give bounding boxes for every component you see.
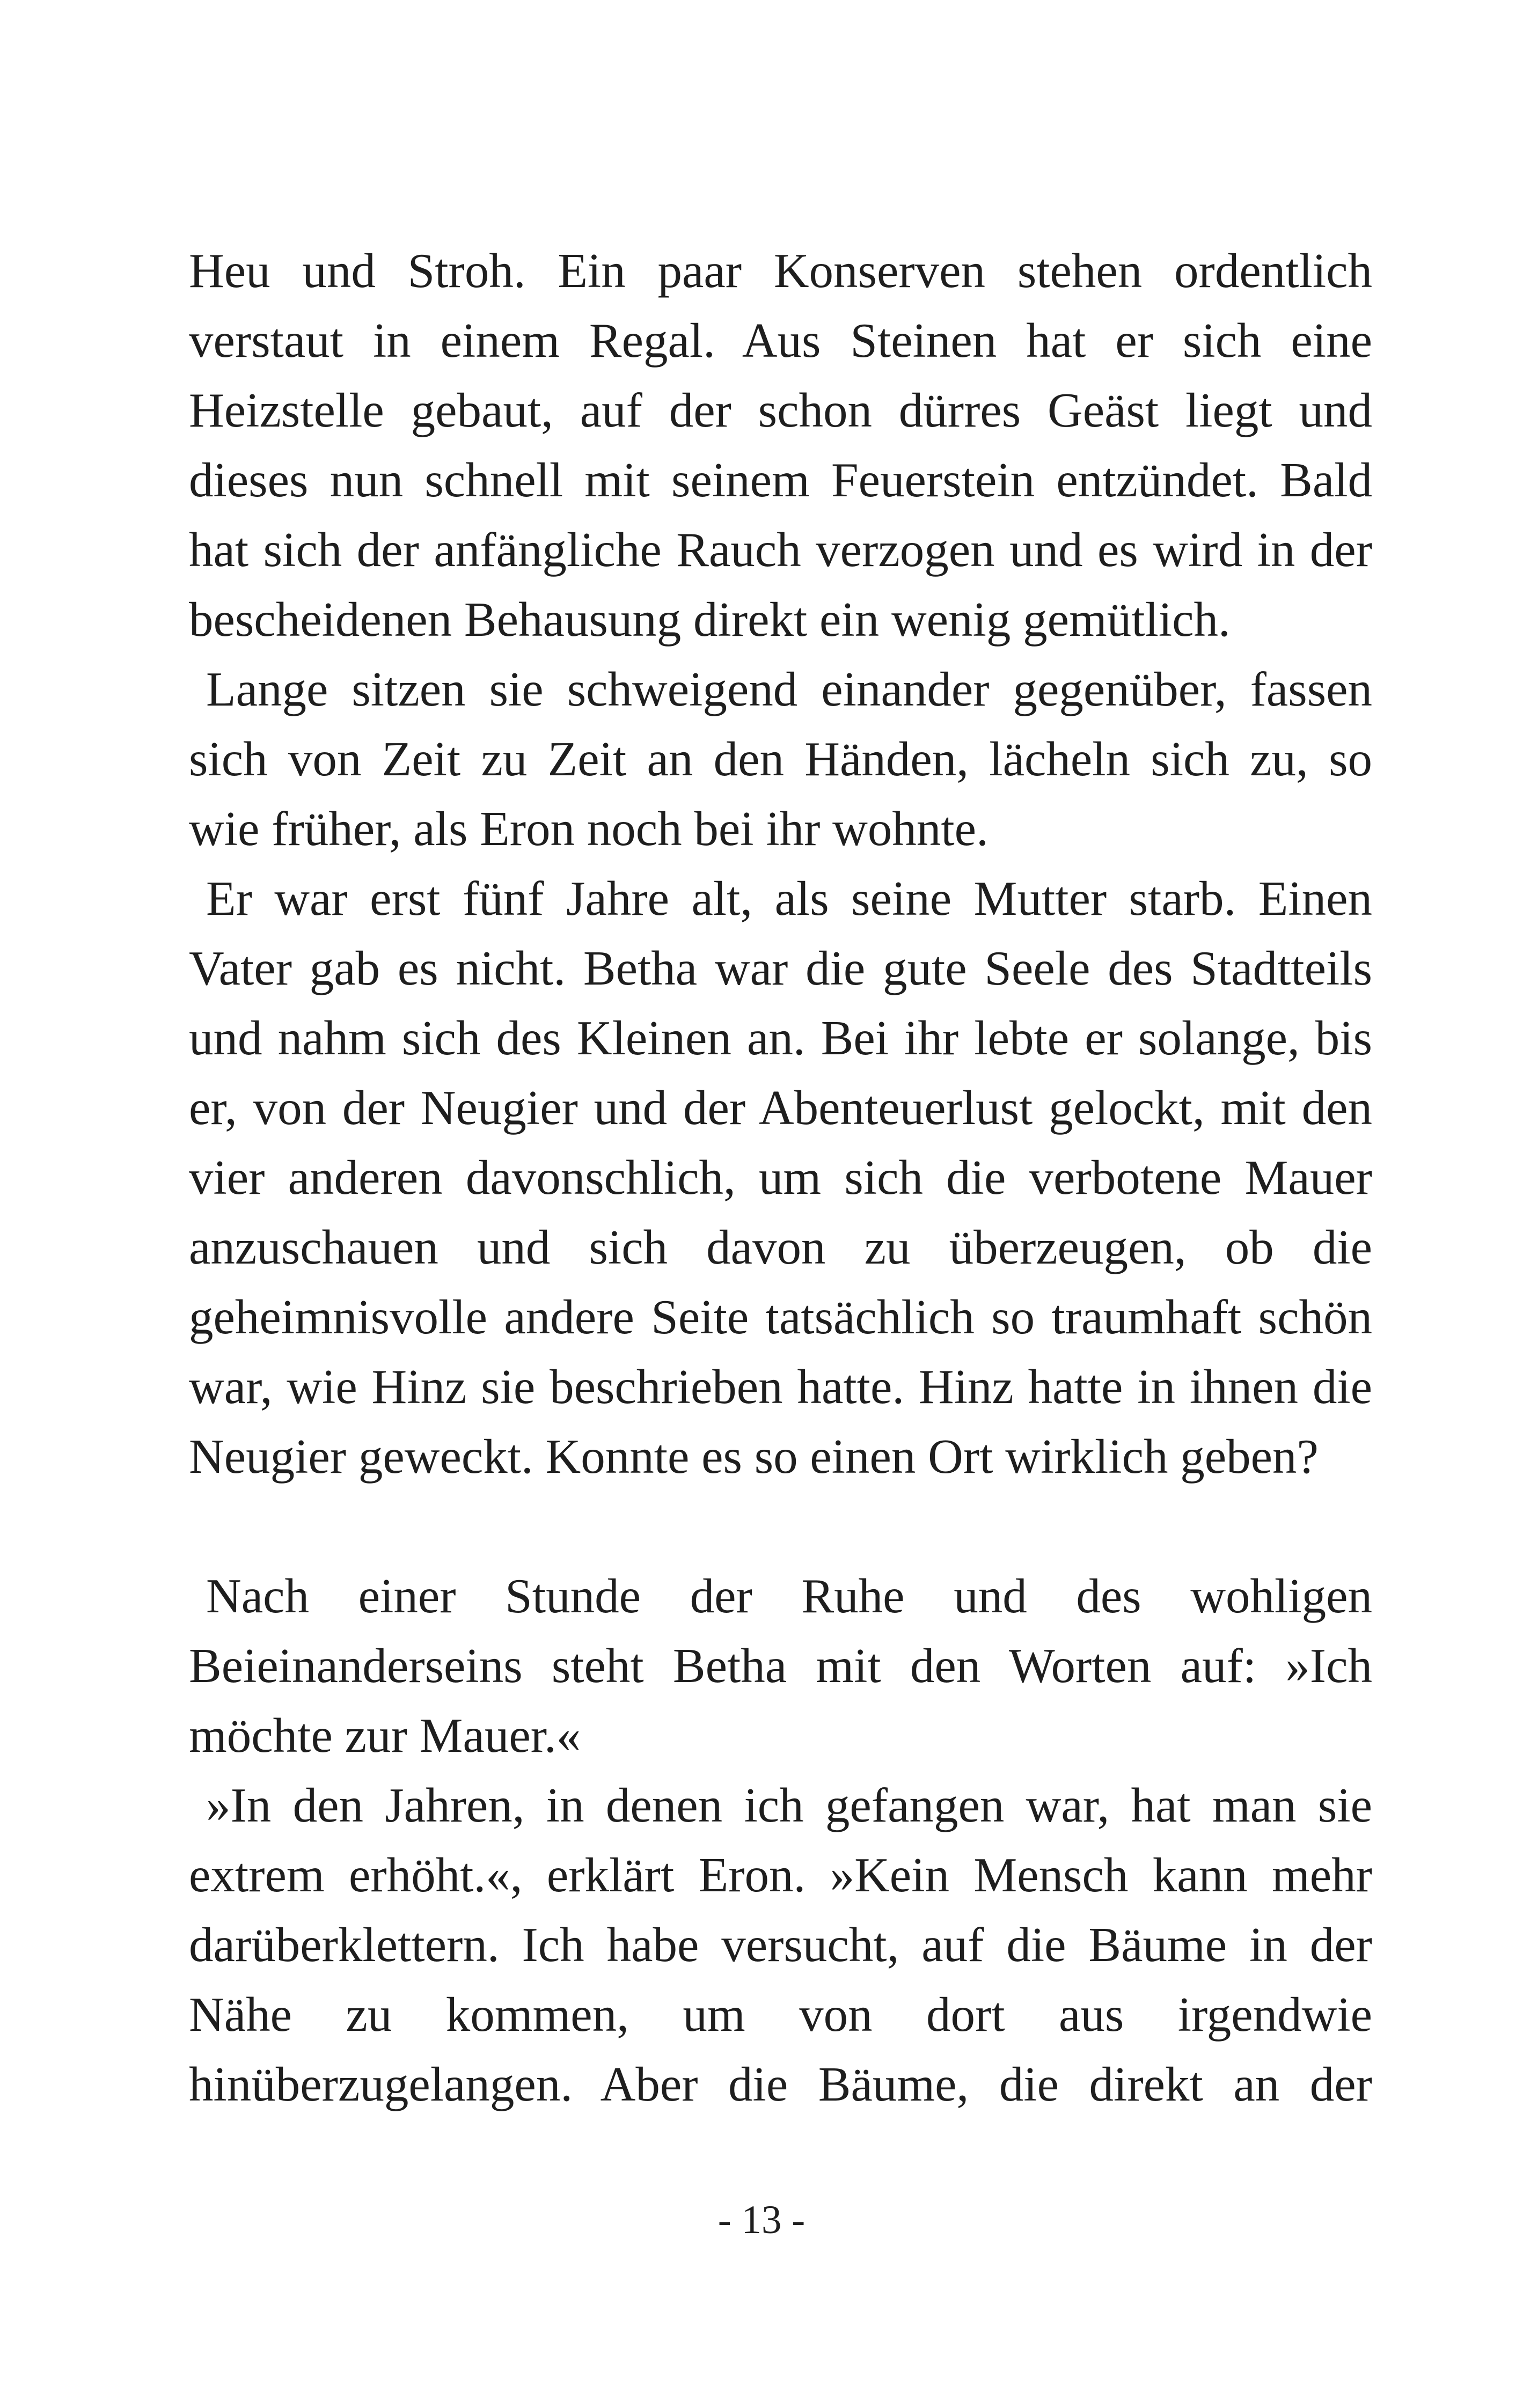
text-line: anzuschauen und sich davon zu überzeugen, ob die <box>189 1220 1372 1274</box>
paragraph-5 <box>189 1771 1372 2119</box>
section-break <box>189 1492 1372 1561</box>
text-line: Neugier geweckt. Konnte es so einen Ort wirklich geben? <box>189 1429 1319 1484</box>
page-number: - 13 - <box>717 2198 806 2242</box>
text-line: »In den Jahren, in denen ich gefangen war, hat man sie <box>206 1778 1372 1832</box>
text-line: er, von der Neugier und der Abenteuerlust gelockt, mit den <box>189 1081 1372 1135</box>
text-line: Er war erst fünf Jahre alt, als seine Mutter starb. Einen <box>206 871 1372 926</box>
text-line: verstaut in einem Regal. Aus Steinen hat er sich eine <box>189 313 1372 368</box>
text-line: möchte zur Mauer.« <box>189 1708 581 1763</box>
body-text <box>189 236 1372 2119</box>
paragraph-3 <box>189 864 1372 1492</box>
paragraph-4 <box>189 1561 1372 1771</box>
text-line: hat sich der anfängliche Rauch verzogen und es wird in der <box>189 523 1372 577</box>
text-line: Nähe zu kommen, um von dort aus irgendwie <box>189 1987 1372 2042</box>
text-line: und nahm sich des Kleinen an. Bei ihr lebte er solange, bis <box>189 1011 1372 1065</box>
text-line: geheimnisvolle andere Seite tatsächlich so traumhaft schön <box>189 1290 1372 1344</box>
text-line: hinüberzugelangen. Aber die Bäume, die direkt an der <box>189 2057 1372 2111</box>
text-line: wie früher, als Eron noch bei ihr wohnte. <box>189 802 989 856</box>
text-line: dieses nun schnell mit seinem Feuerstein entzündet. Bald <box>189 453 1372 507</box>
paragraph-2 <box>189 655 1372 864</box>
text-line: bescheidenen Behausung direkt ein wenig gemütlich. <box>189 592 1231 647</box>
text-line: war, wie Hinz sie beschrieben hatte. Hinz hatte in ihnen die <box>189 1360 1372 1414</box>
text-line: Beieinanderseins steht Betha mit den Worten auf: »Ich <box>189 1639 1372 1693</box>
text-line: vier anderen davonschlich, um sich die verbotene Mauer <box>189 1150 1372 1205</box>
text-line: Heizstelle gebaut, auf der schon dürres Geäst liegt und <box>189 383 1372 437</box>
text-line: Heu und Stroh. Ein paar Konserven stehen ordentlich <box>189 244 1372 298</box>
paragraph-1 <box>189 236 1372 655</box>
text-line: sich von Zeit zu Zeit an den Händen, lächeln sich zu, so <box>189 732 1372 786</box>
text-line: Lange sitzen sie schweigend einander gegenüber, fassen <box>206 662 1372 716</box>
text-line: Nach einer Stunde der Ruhe und des wohligen <box>206 1569 1372 1623</box>
text-line: darüberklettern. Ich habe versucht, auf die Bäume in der <box>189 1918 1372 1972</box>
text-line: Vater gab es nicht. Betha war die gute Seele des Stadtteils <box>189 941 1372 995</box>
text-line: extrem erhöht.«, erklärt Eron. »Kein Mensch kann mehr <box>189 1848 1372 1902</box>
